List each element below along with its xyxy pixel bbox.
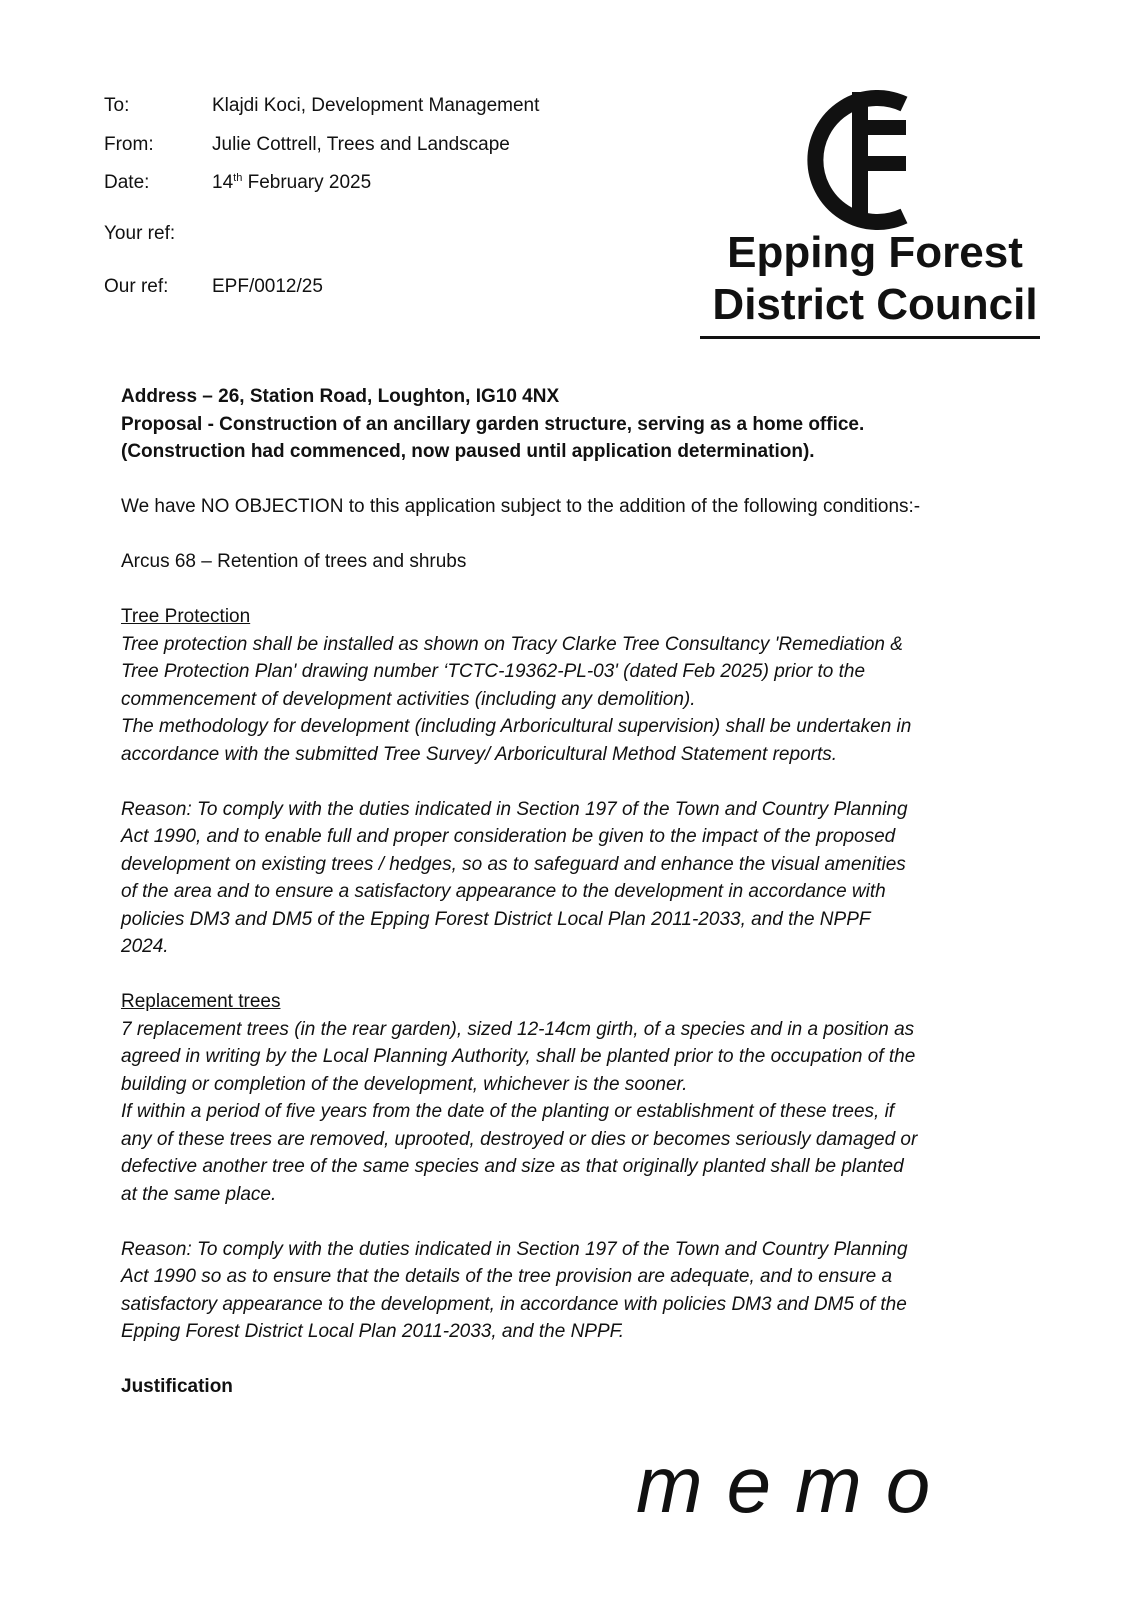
- replacement-trees-text: agreed in writing by the Local Planning Authority, shall be planted prior to the occupation of the: [121, 1046, 916, 1067]
- replacement-trees-text: 7 replacement trees (in the rear garden), sized 12-14cm girth, of a species and in a position as: [121, 1018, 915, 1040]
- date-day: 14: [212, 172, 234, 193]
- date-rest: February 2025: [242, 172, 372, 193]
- logo-line-1: Epping Forest: [727, 228, 1023, 277]
- proposal-line-2: (Construction had commenced, now paused until application determination).: [121, 441, 815, 462]
- replacement-trees-text: at the same place.: [121, 1183, 277, 1205]
- tree-protection-text: commencement of development activities (including any demolition).: [121, 688, 696, 710]
- your-ref-row: [104, 222, 212, 246]
- date-row: [104, 171, 371, 195]
- reason-2-text: Reason: To comply with the duties indicated in Section 197 of the Town and Country Planning: [121, 1238, 908, 1260]
- tree-protection-text: accordance with the submitted Tree Survey/ Arboricultural Method Statement reports.: [121, 743, 837, 765]
- to-row: [104, 94, 539, 118]
- replacement-trees-text: building or completion of the development, whichever is the sooner.: [121, 1073, 688, 1095]
- our-ref-value: EPF/0012/25: [212, 276, 323, 297]
- to-label: To:: [104, 95, 130, 116]
- replacement-trees-text: If within a period of five years from the date of the planting or establishment of these trees, if: [121, 1101, 895, 1122]
- tree-protection-text: Tree protection shall be installed as shown on Tracy Clarke Tree Consultancy 'Remediation &: [121, 633, 903, 655]
- memo-wordmark: memo: [636, 1440, 955, 1529]
- from-value: Julie Cottrell, Trees and Landscape: [212, 134, 510, 155]
- reason-2-text: satisfactory appearance to the development, in accordance with policies DM3 and DM5 of the: [121, 1293, 907, 1315]
- reason-1-text: Reason: To comply with the duties indicated in Section 197 of the Town and Country Planning: [121, 798, 908, 820]
- proposal-line-1: Proposal - Construction of an ancillary garden structure, serving as a home office.: [121, 413, 865, 435]
- your-ref-label: Your ref:: [104, 223, 176, 244]
- council-logo-icon: [806, 90, 926, 230]
- logo-underline: [700, 336, 1040, 339]
- reason-2-text: Act 1990 so as to ensure that the details of the tree provision are adequate, and to ensure a: [121, 1266, 893, 1287]
- date-label: Date:: [104, 172, 150, 193]
- our-ref-label: Our ref:: [104, 276, 169, 297]
- date-value: [212, 172, 371, 193]
- objection-statement: We have NO OBJECTION to this application subject to the addition of the following conditions:-: [121, 496, 921, 517]
- reason-1-text: Act 1990, and to enable full and proper consideration be given to the impact of the proposed: [121, 826, 896, 847]
- reason-1-text: 2024.: [121, 936, 169, 957]
- tree-protection-heading: Tree Protection: [121, 606, 251, 627]
- tree-protection-text: The methodology for development (including Arboricultural supervision) shall be undertaken in: [121, 716, 912, 737]
- date-suffix: th: [233, 172, 243, 184]
- tree-protection-text: Tree Protection Plan' drawing number ‘TCTC-19362-PL-03' (dated Feb 2025) prior to the: [121, 661, 866, 682]
- reason-1-text: of the area and to ensure a satisfactory appearance to the development in accordance with: [121, 881, 886, 902]
- from-row: [104, 133, 510, 157]
- replacement-trees-heading: Replacement trees: [121, 991, 281, 1012]
- arcus-condition: Arcus 68 – Retention of trees and shrubs: [121, 551, 467, 572]
- reason-1-text: policies DM3 and DM5 of the Epping Forest District Local Plan 2011-2033, and the NPPF: [121, 908, 871, 930]
- replacement-trees-text: any of these trees are removed, uprooted, destroyed or dies or becomes seriously damaged or: [121, 1128, 918, 1150]
- to-value: Klajdi Koci, Development Management: [212, 95, 540, 116]
- from-label: From:: [104, 134, 154, 155]
- address-line: Address – 26, Station Road, Loughton, IG10 4NX: [121, 386, 560, 407]
- replacement-trees-text: defective another tree of the same species and size as that originally planted shall be planted: [121, 1156, 904, 1177]
- justification-heading: Justification: [121, 1376, 233, 1397]
- reason-2-text: Epping Forest District Local Plan 2011-2033, and the NPPF.: [121, 1321, 625, 1342]
- memo-body: [121, 383, 1001, 1401]
- reason-1-text: development on existing trees / hedges, so as to safeguard and enhance the visual amenities: [121, 853, 906, 875]
- our-ref-row: [104, 275, 323, 299]
- logo-line-2: District Council: [712, 280, 1038, 329]
